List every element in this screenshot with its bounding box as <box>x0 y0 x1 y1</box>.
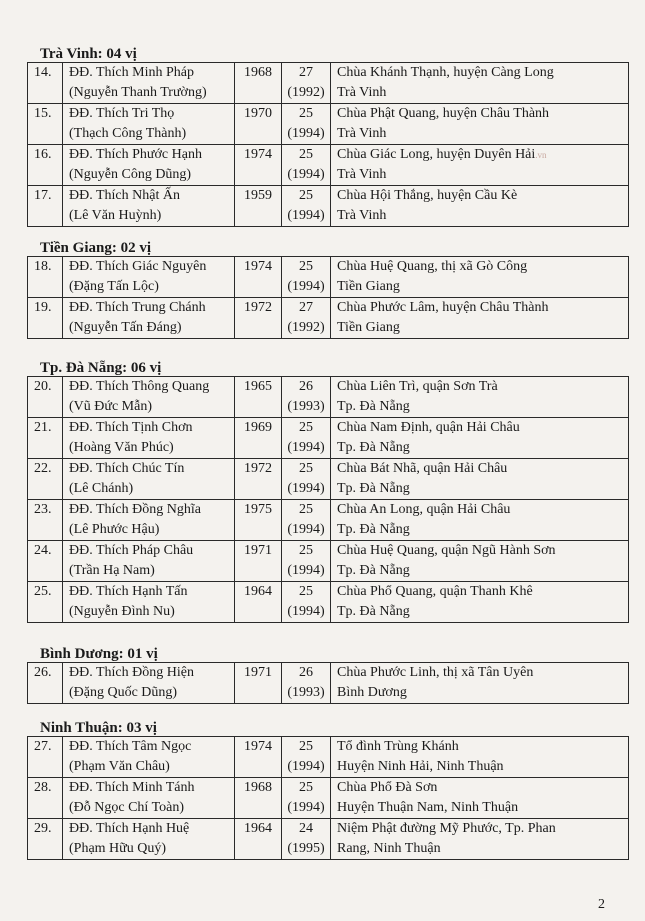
ordination-age: 25 <box>299 147 313 162</box>
secular-name: (Nguyễn Công Dũng) <box>69 167 192 182</box>
monk-name: ĐĐ. Thích Nhật Ấn <box>69 188 180 203</box>
birth-year: 1971 <box>235 541 282 582</box>
birth-year: 1968 <box>235 63 282 104</box>
temple-name: Chùa Khánh Thạnh, huyện Càng Long <box>337 65 554 80</box>
table-row <box>28 298 629 339</box>
ordination-age: 25 <box>299 106 313 121</box>
row-number: 20. <box>28 377 63 418</box>
table-row <box>28 459 629 500</box>
table-row <box>28 541 629 582</box>
monk-name: ĐĐ. Thích Hạnh Huệ <box>69 821 190 836</box>
temple-name: Chùa Hội Thắng, huyện Cầu Kè <box>337 188 518 203</box>
table-row <box>28 778 629 819</box>
province: Tp. Đà Nẵng <box>337 399 410 414</box>
temple-name: Chùa Phổ Đà Sơn <box>337 780 438 795</box>
province: Trà Vinh <box>337 126 387 141</box>
ordination-year: (1995) <box>287 841 325 856</box>
temple-name: Chùa Phổ Quang, quận Thanh Khê <box>337 584 533 599</box>
table-row <box>28 145 629 186</box>
section-title: Trà Vinh: 04 vị <box>40 46 137 62</box>
birth-year: 1969 <box>235 418 282 459</box>
monk-table <box>27 62 629 227</box>
temple-name: Chùa Nam Định, quận Hải Châu <box>337 420 520 435</box>
row-number: 21. <box>28 418 63 459</box>
table-row <box>28 582 629 623</box>
row-number: 22. <box>28 459 63 500</box>
secular-name: (Lê Văn Huỳnh) <box>69 208 162 223</box>
ordination-year: (1994) <box>287 563 325 578</box>
birth-year: 1974 <box>235 737 282 778</box>
monk-table <box>27 662 629 704</box>
ordination-year: (1994) <box>287 759 325 774</box>
temple-name: Chùa Phước Linh, thị xã Tân Uyên <box>337 665 534 680</box>
monk-name: ĐĐ. Thích Minh Tánh <box>69 780 195 795</box>
province: Rang, Ninh Thuận <box>337 841 441 856</box>
monk-name: ĐĐ. Thích Tâm Ngọc <box>69 739 192 754</box>
secular-name: (Hoàng Văn Phúc) <box>69 440 174 455</box>
table-row <box>28 819 629 860</box>
section-tra-vinh <box>27 46 629 227</box>
ordination-age: 25 <box>299 461 313 476</box>
section-title: Tp. Đà Nẵng: 06 vị <box>40 360 162 376</box>
monk-name: ĐĐ. Thích Phước Hạnh <box>69 147 202 162</box>
temple-name <box>337 145 624 165</box>
ordination-age: 25 <box>299 259 313 274</box>
row-number: 29. <box>28 819 63 860</box>
birth-year: 1964 <box>235 819 282 860</box>
temple-name: Chùa Bát Nhã, quận Hải Châu <box>337 461 508 476</box>
ordination-age: 25 <box>299 739 313 754</box>
row-number: 16. <box>28 145 63 186</box>
province: Tp. Đà Nẵng <box>337 522 410 537</box>
ordination-age: 25 <box>299 502 313 517</box>
temple-name: Chùa Liên Trì, quận Sơn Trà <box>337 379 498 394</box>
section-title: Ninh Thuận: 03 vị <box>40 720 157 736</box>
monk-name: ĐĐ. Thích Đồng Hiện <box>69 665 194 680</box>
ordination-age: 27 <box>299 65 313 80</box>
province: Trà Vinh <box>337 208 387 223</box>
secular-name: (Nguyễn Thanh Trường) <box>69 85 207 100</box>
secular-name: (Thạch Công Thành) <box>69 126 187 141</box>
ordination-age: 25 <box>299 780 313 795</box>
birth-year: 1972 <box>235 459 282 500</box>
temple-name: Chùa Phật Quang, huyện Châu Thành <box>337 106 550 121</box>
row-number: 18. <box>28 257 63 298</box>
table-row <box>28 737 629 778</box>
ordination-age: 25 <box>299 188 313 203</box>
province: Tiền Giang <box>337 279 400 294</box>
table-row <box>28 186 629 227</box>
ordination-age: 25 <box>299 420 313 435</box>
page-number: 2 <box>598 897 605 912</box>
birth-year: 1968 <box>235 778 282 819</box>
province: Tp. Đà Nẵng <box>337 604 410 619</box>
province: Bình Dương <box>337 685 407 700</box>
birth-year: 1971 <box>235 663 282 704</box>
birth-year: 1974 <box>235 257 282 298</box>
ordination-age: 24 <box>299 821 313 836</box>
ordination-year: (1994) <box>287 522 325 537</box>
secular-name: (Lê Phước Hậu) <box>69 522 160 537</box>
province: Huyện Ninh Hải, Ninh Thuận <box>337 759 504 774</box>
ordination-year: (1993) <box>287 685 325 700</box>
watermark-text: .vn <box>535 150 547 160</box>
province: Huyện Thuận Nam, Ninh Thuận <box>337 800 519 815</box>
secular-name: (Đặng Quốc Dũng) <box>69 685 178 700</box>
temple-name: Chùa Huệ Quang, quận Ngũ Hành Sơn <box>337 543 556 558</box>
table-row <box>28 63 629 104</box>
table-row <box>28 663 629 704</box>
ordination-age: 26 <box>299 665 313 680</box>
row-number: 28. <box>28 778 63 819</box>
secular-name: (Đặng Tấn Lộc) <box>69 279 159 294</box>
ordination-year: (1994) <box>287 604 325 619</box>
secular-name: (Lê Chánh) <box>69 481 134 496</box>
section-tien-giang <box>27 240 629 339</box>
table-row <box>28 104 629 145</box>
ordination-year: (1994) <box>287 800 325 815</box>
birth-year: 1972 <box>235 298 282 339</box>
temple-name: Chùa Phước Lâm, huyện Châu Thành <box>337 300 549 315</box>
section-da-nang <box>27 360 629 623</box>
monk-name: ĐĐ. Thích Chúc Tín <box>69 461 185 476</box>
section-binh-duong <box>27 646 629 704</box>
ordination-year: (1992) <box>287 85 325 100</box>
table-row <box>28 257 629 298</box>
table-row <box>28 418 629 459</box>
ordination-age: 25 <box>299 543 313 558</box>
province: Trà Vinh <box>337 85 387 100</box>
secular-name: (Phạm Văn Châu) <box>69 759 170 774</box>
monk-name: ĐĐ. Thích Minh Pháp <box>69 65 194 80</box>
section-title: Bình Dương: 01 vị <box>40 646 158 662</box>
ordination-year: (1993) <box>287 399 325 414</box>
monk-name: ĐĐ. Thích Đồng Nghĩa <box>69 502 201 517</box>
ordination-year: (1994) <box>287 167 325 182</box>
monk-name: ĐĐ. Thích Tịnh Chơn <box>69 420 193 435</box>
province: Trà Vinh <box>337 167 387 182</box>
ordination-year: (1994) <box>287 279 325 294</box>
province: Tp. Đà Nẵng <box>337 440 410 455</box>
monk-name: ĐĐ. Thích Trung Chánh <box>69 300 206 315</box>
monk-name: ĐĐ. Thích Giác Nguyên <box>69 259 207 274</box>
monk-table <box>27 256 629 339</box>
secular-name: (Trần Hạ Nam) <box>69 563 155 578</box>
section-ninh-thuan <box>27 720 629 860</box>
monk-table <box>27 736 629 860</box>
ordination-age: 27 <box>299 300 313 315</box>
temple-name: Tổ đình Trùng Khánh <box>337 739 459 754</box>
row-number: 14. <box>28 63 63 104</box>
ordination-year: (1994) <box>287 126 325 141</box>
province: Tiền Giang <box>337 320 400 335</box>
row-number: 24. <box>28 541 63 582</box>
ordination-age: 26 <box>299 379 313 394</box>
temple-name: Chùa Huệ Quang, thị xã Gò Công <box>337 259 528 274</box>
province: Tp. Đà Nẵng <box>337 481 410 496</box>
secular-name: (Nguyễn Tấn Đáng) <box>69 320 182 335</box>
row-number: 27. <box>28 737 63 778</box>
secular-name: (Phạm Hữu Quý) <box>69 841 167 856</box>
table-row <box>28 377 629 418</box>
monk-name: ĐĐ. Thích Pháp Châu <box>69 543 194 558</box>
ordination-age: 25 <box>299 584 313 599</box>
monk-table <box>27 376 629 623</box>
birth-year: 1970 <box>235 104 282 145</box>
province: Tp. Đà Nẵng <box>337 563 410 578</box>
temple-name: Chùa An Long, quận Hải Châu <box>337 502 511 517</box>
birth-year: 1974 <box>235 145 282 186</box>
secular-name: (Nguyễn Đình Nu) <box>69 604 175 619</box>
row-number: 17. <box>28 186 63 227</box>
table-row <box>28 500 629 541</box>
birth-year: 1975 <box>235 500 282 541</box>
birth-year: 1965 <box>235 377 282 418</box>
section-title: Tiền Giang: 02 vị <box>40 240 151 256</box>
temple-name: Niệm Phật đường Mỹ Phước, Tp. Phan <box>337 821 556 836</box>
ordination-year: (1994) <box>287 481 325 496</box>
monk-name: ĐĐ. Thích Thông Quang <box>69 379 210 394</box>
row-number: 19. <box>28 298 63 339</box>
row-number: 23. <box>28 500 63 541</box>
birth-year: 1964 <box>235 582 282 623</box>
secular-name: (Vũ Đức Mẫn) <box>69 399 153 414</box>
row-number: 25. <box>28 582 63 623</box>
ordination-year: (1994) <box>287 208 325 223</box>
ordination-year: (1992) <box>287 320 325 335</box>
monk-name: ĐĐ. Thích Tri Thọ <box>69 106 175 121</box>
row-number: 26. <box>28 663 63 704</box>
ordination-year: (1994) <box>287 440 325 455</box>
row-number: 15. <box>28 104 63 145</box>
birth-year: 1959 <box>235 186 282 227</box>
temple-name-text: Chùa Giác Long, huyện Duyên Hải <box>337 147 536 162</box>
secular-name: (Đỗ Ngọc Chí Toàn) <box>69 800 185 815</box>
monk-name: ĐĐ. Thích Hạnh Tấn <box>69 584 188 599</box>
